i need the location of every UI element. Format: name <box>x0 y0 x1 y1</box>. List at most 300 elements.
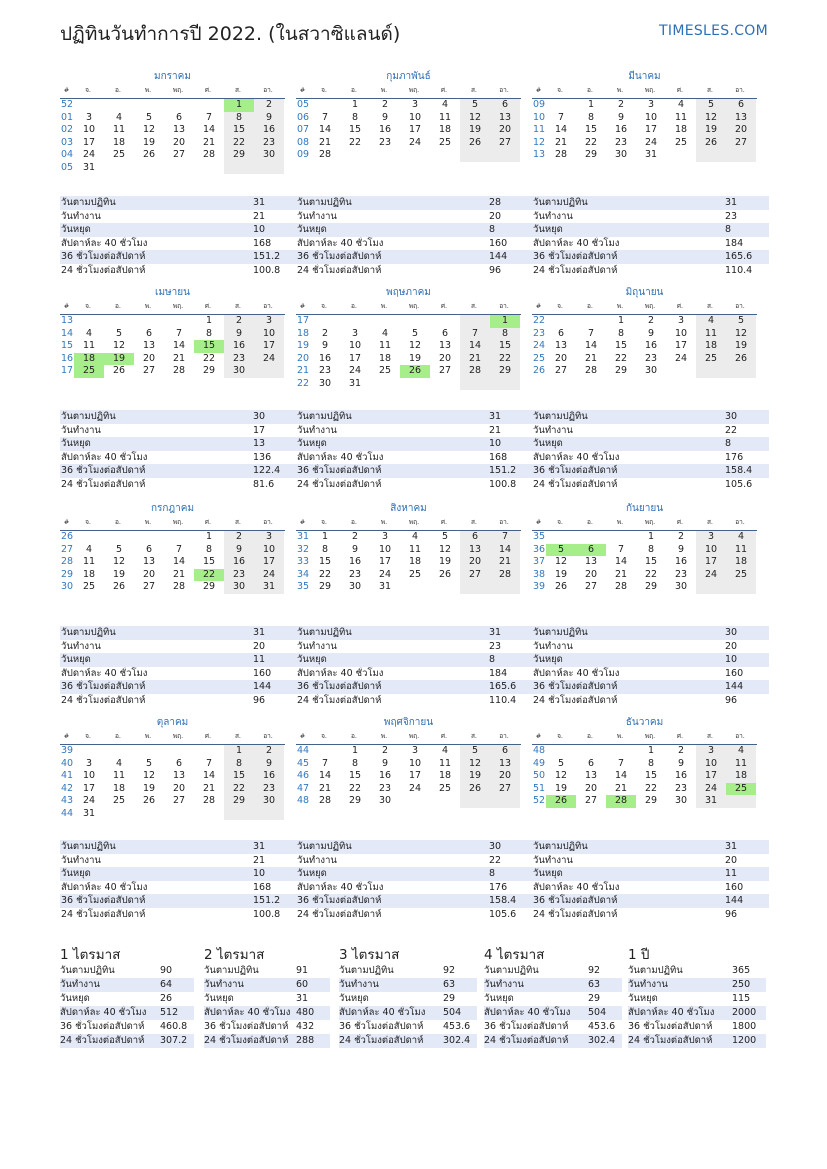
day-cell[interactable]: 21 <box>614 782 628 794</box>
day-cell[interactable]: 25 <box>674 136 688 148</box>
day-cell[interactable]: 9 <box>647 327 655 339</box>
day-cell[interactable]: 31 <box>378 581 392 592</box>
day-cell[interactable]: 19 <box>438 556 452 567</box>
day-cell[interactable]: 1 <box>351 745 359 756</box>
day-cell[interactable]: 10 <box>674 327 688 339</box>
day-cell[interactable]: 21 <box>554 136 568 148</box>
day-cell[interactable]: 4 <box>115 111 123 123</box>
day-cell[interactable]: 11 <box>378 340 392 351</box>
day-cell[interactable]: 4 <box>411 531 419 542</box>
day-cell[interactable]: 18 <box>408 556 422 567</box>
day-cell[interactable]: 16 <box>378 770 392 781</box>
day-cell[interactable]: 27 <box>726 137 756 150</box>
day-cell[interactable]: 7 <box>587 327 595 339</box>
day-cell[interactable]: 16 <box>254 124 284 137</box>
day-cell[interactable]: 16 <box>674 556 688 567</box>
day-cell[interactable]: 7 <box>490 531 520 544</box>
day-cell[interactable]: 31 <box>348 377 362 389</box>
day-cell[interactable]: 5 <box>145 111 153 123</box>
day-cell[interactable]: 6 <box>490 745 520 758</box>
day-cell[interactable]: 28 <box>490 569 520 582</box>
day-cell[interactable]: 9 <box>381 111 389 123</box>
day-cell[interactable]: 11 <box>82 556 96 567</box>
day-cell[interactable]: 14 <box>172 556 186 567</box>
day-cell[interactable]: 15 <box>644 556 658 567</box>
day-cell[interactable]: 19 <box>696 124 726 137</box>
day-cell[interactable]: 29 <box>318 581 332 592</box>
day-cell[interactable]: 12 <box>726 328 756 341</box>
day-cell[interactable]: 20 <box>554 352 568 364</box>
day-cell[interactable]: 14 <box>202 770 216 781</box>
day-cell[interactable]: 20 <box>460 556 490 569</box>
day-cell[interactable]: 13 <box>490 758 520 771</box>
day-cell[interactable]: 24 <box>696 569 726 582</box>
day-cell[interactable]: 4 <box>115 757 123 769</box>
day-cell[interactable]: 7 <box>205 111 213 123</box>
day-cell[interactable]: 6 <box>490 99 520 112</box>
day-cell[interactable]: 2 <box>351 531 359 542</box>
day-cell[interactable]: 9 <box>224 328 254 341</box>
day-cell[interactable]: 10 <box>644 111 658 123</box>
day-cell[interactable]: 25 <box>112 795 126 806</box>
day-cell[interactable]: 9 <box>677 757 685 769</box>
holiday-day-cell[interactable]: 6 <box>576 544 606 557</box>
day-cell[interactable]: 30 <box>378 795 392 806</box>
holiday-day-cell[interactable]: 18 <box>74 353 104 366</box>
day-cell[interactable]: 2 <box>254 745 284 758</box>
day-cell[interactable]: 26 <box>112 365 126 376</box>
day-cell[interactable]: 9 <box>224 544 254 557</box>
day-cell[interactable]: 4 <box>85 327 93 339</box>
day-cell[interactable]: 23 <box>254 783 284 796</box>
day-cell[interactable]: 30 <box>674 581 688 592</box>
day-cell[interactable]: 15 <box>644 770 658 781</box>
day-cell[interactable]: 1 <box>647 745 655 756</box>
day-cell[interactable]: 3 <box>381 531 389 542</box>
day-cell[interactable]: 18 <box>112 782 126 794</box>
day-cell[interactable]: 13 <box>142 340 156 351</box>
holiday-day-cell[interactable]: 1 <box>490 315 520 328</box>
holiday-day-cell[interactable]: 26 <box>546 795 576 808</box>
holiday-day-cell[interactable]: 25 <box>74 365 104 378</box>
day-cell[interactable]: 14 <box>202 124 216 135</box>
day-cell[interactable]: 4 <box>381 327 389 339</box>
day-cell[interactable]: 8 <box>205 543 213 555</box>
holiday-day-cell[interactable]: 19 <box>104 353 134 366</box>
day-cell[interactable]: 25 <box>726 569 756 582</box>
day-cell[interactable]: 13 <box>584 770 598 781</box>
day-cell[interactable]: 15 <box>584 124 598 135</box>
day-cell[interactable]: 23 <box>614 136 628 148</box>
day-cell[interactable]: 29 <box>348 795 362 806</box>
day-cell[interactable]: 4 <box>677 99 685 110</box>
day-cell[interactable]: 20 <box>726 124 756 137</box>
day-cell[interactable]: 7 <box>321 111 329 123</box>
day-cell[interactable]: 21 <box>318 136 332 148</box>
day-cell[interactable]: 13 <box>554 340 568 351</box>
day-cell[interactable]: 19 <box>142 782 156 794</box>
day-cell[interactable]: 8 <box>224 112 254 125</box>
day-cell[interactable]: 15 <box>224 770 254 783</box>
day-cell[interactable]: 2 <box>321 327 329 339</box>
day-cell[interactable]: 4 <box>441 99 449 110</box>
day-cell[interactable]: 5 <box>726 315 756 328</box>
day-cell[interactable]: 10 <box>378 543 392 555</box>
day-cell[interactable]: 23 <box>378 782 392 794</box>
day-cell[interactable]: 18 <box>674 124 688 135</box>
day-cell[interactable]: 7 <box>557 111 565 123</box>
day-cell[interactable]: 21 <box>584 352 598 364</box>
day-cell[interactable]: 18 <box>112 136 126 148</box>
day-cell[interactable]: 24 <box>82 149 96 160</box>
day-cell[interactable]: 2 <box>224 531 254 544</box>
day-cell[interactable]: 1 <box>224 745 254 758</box>
day-cell[interactable]: 29 <box>202 365 216 376</box>
holiday-day-cell[interactable]: 15 <box>194 340 224 353</box>
day-cell[interactable]: 19 <box>408 352 422 364</box>
day-cell[interactable]: 26 <box>142 149 156 160</box>
day-cell[interactable]: 8 <box>490 328 520 341</box>
day-cell[interactable]: 19 <box>460 770 490 783</box>
day-cell[interactable]: 29 <box>614 365 628 376</box>
day-cell[interactable]: 20 <box>142 352 156 364</box>
day-cell[interactable]: 9 <box>321 340 329 351</box>
day-cell[interactable]: 19 <box>554 568 568 580</box>
day-cell[interactable]: 15 <box>614 340 628 351</box>
day-cell[interactable]: 8 <box>647 543 655 555</box>
day-cell[interactable]: 9 <box>351 543 359 555</box>
day-cell[interactable]: 18 <box>378 352 392 364</box>
day-cell[interactable]: 12 <box>408 340 422 351</box>
day-cell[interactable]: 13 <box>438 340 452 351</box>
day-cell[interactable]: 2 <box>224 315 254 328</box>
day-cell[interactable]: 16 <box>644 340 658 351</box>
day-cell[interactable]: 20 <box>438 352 452 364</box>
day-cell[interactable]: 27 <box>584 581 598 592</box>
day-cell[interactable]: 20 <box>172 136 186 148</box>
day-cell[interactable]: 3 <box>677 315 685 326</box>
day-cell[interactable]: 11 <box>674 111 688 123</box>
day-cell[interactable]: 11 <box>438 111 452 123</box>
day-cell[interactable]: 3 <box>411 99 419 110</box>
day-cell[interactable]: 12 <box>112 556 126 567</box>
day-cell[interactable]: 23 <box>224 569 254 582</box>
day-cell[interactable]: 10 <box>254 328 284 341</box>
day-cell[interactable]: 26 <box>726 353 756 366</box>
day-cell[interactable]: 14 <box>614 770 628 781</box>
day-cell[interactable]: 22 <box>644 568 658 580</box>
day-cell[interactable]: 24 <box>254 569 284 582</box>
day-cell[interactable]: 5 <box>411 327 419 339</box>
day-cell[interactable]: 28 <box>614 581 628 592</box>
day-cell[interactable]: 23 <box>674 782 688 794</box>
day-cell[interactable]: 10 <box>348 340 362 351</box>
day-cell[interactable]: 14 <box>554 124 568 135</box>
day-cell[interactable]: 21 <box>172 352 186 364</box>
day-cell[interactable]: 2 <box>381 99 389 110</box>
day-cell[interactable]: 1 <box>205 315 213 326</box>
holiday-day-cell[interactable]: 1 <box>224 99 254 112</box>
day-cell[interactable]: 16 <box>614 124 628 135</box>
day-cell[interactable]: 4 <box>726 531 756 544</box>
day-cell[interactable]: 11 <box>82 340 96 351</box>
day-cell[interactable]: 4 <box>696 315 726 328</box>
day-cell[interactable]: 27 <box>490 137 520 150</box>
day-cell[interactable]: 10 <box>82 770 96 781</box>
day-cell[interactable]: 2 <box>617 99 625 110</box>
day-cell[interactable]: 12 <box>438 543 452 555</box>
day-cell[interactable]: 29 <box>644 795 658 806</box>
day-cell[interactable]: 20 <box>490 124 520 137</box>
day-cell[interactable]: 27 <box>554 365 568 376</box>
day-cell[interactable]: 9 <box>254 758 284 771</box>
day-cell[interactable]: 24 <box>82 795 96 806</box>
day-cell[interactable]: 6 <box>441 327 449 339</box>
day-cell[interactable]: 21 <box>490 556 520 569</box>
day-cell[interactable]: 5 <box>557 757 565 769</box>
day-cell[interactable]: 30 <box>254 149 284 162</box>
day-cell[interactable]: 31 <box>254 581 284 594</box>
day-cell[interactable]: 21 <box>460 353 490 366</box>
day-cell[interactable]: 17 <box>378 556 392 567</box>
day-cell[interactable]: 1 <box>351 99 359 110</box>
day-cell[interactable]: 22 <box>348 136 362 148</box>
day-cell[interactable]: 20 <box>172 782 186 794</box>
day-cell[interactable]: 26 <box>112 581 126 592</box>
day-cell[interactable]: 3 <box>696 531 726 544</box>
day-cell[interactable]: 2 <box>381 745 389 756</box>
day-cell[interactable]: 2 <box>677 531 685 542</box>
day-cell[interactable]: 12 <box>554 556 568 567</box>
day-cell[interactable]: 6 <box>726 99 756 112</box>
day-cell[interactable]: 1 <box>587 99 595 110</box>
brand-link[interactable]: TIMESLES.COM <box>659 23 768 39</box>
day-cell[interactable]: 26 <box>460 137 490 150</box>
day-cell[interactable]: 8 <box>224 758 254 771</box>
day-cell[interactable]: 27 <box>142 581 156 592</box>
day-cell[interactable]: 29 <box>644 581 658 592</box>
day-cell[interactable]: 8 <box>647 757 655 769</box>
day-cell[interactable]: 25 <box>438 136 452 148</box>
day-cell[interactable]: 8 <box>351 111 359 123</box>
day-cell[interactable]: 3 <box>85 757 93 769</box>
day-cell[interactable]: 14 <box>318 770 332 781</box>
day-cell[interactable]: 30 <box>614 149 628 160</box>
day-cell[interactable]: 3 <box>254 315 284 328</box>
day-cell[interactable]: 16 <box>348 556 362 567</box>
day-cell[interactable]: 30 <box>224 365 254 378</box>
day-cell[interactable]: 28 <box>460 365 490 378</box>
day-cell[interactable]: 19 <box>460 124 490 137</box>
day-cell[interactable]: 21 <box>202 136 216 148</box>
day-cell[interactable]: 7 <box>205 757 213 769</box>
holiday-day-cell[interactable]: 25 <box>726 783 756 796</box>
day-cell[interactable]: 28 <box>318 149 332 160</box>
day-cell[interactable]: 12 <box>460 112 490 125</box>
day-cell[interactable]: 21 <box>318 782 332 794</box>
day-cell[interactable]: 13 <box>490 112 520 125</box>
day-cell[interactable]: 15 <box>348 770 362 781</box>
day-cell[interactable]: 3 <box>85 111 93 123</box>
day-cell[interactable]: 9 <box>677 543 685 555</box>
day-cell[interactable]: 23 <box>644 352 658 364</box>
day-cell[interactable]: 14 <box>460 340 490 353</box>
holiday-day-cell[interactable]: 28 <box>606 795 636 808</box>
day-cell[interactable]: 7 <box>617 757 625 769</box>
day-cell[interactable]: 8 <box>351 757 359 769</box>
day-cell[interactable]: 11 <box>112 770 126 781</box>
day-cell[interactable]: 12 <box>696 112 726 125</box>
day-cell[interactable]: 6 <box>175 111 183 123</box>
day-cell[interactable]: 29 <box>224 149 254 162</box>
day-cell[interactable]: 25 <box>408 568 422 580</box>
day-cell[interactable]: 8 <box>587 111 595 123</box>
day-cell[interactable]: 22 <box>318 568 332 580</box>
day-cell[interactable]: 30 <box>254 795 284 808</box>
day-cell[interactable]: 3 <box>696 745 726 758</box>
day-cell[interactable]: 27 <box>142 365 156 376</box>
day-cell[interactable]: 2 <box>254 99 284 112</box>
day-cell[interactable]: 22 <box>644 782 658 794</box>
day-cell[interactable]: 23 <box>318 365 332 376</box>
day-cell[interactable]: 26 <box>438 568 452 580</box>
day-cell[interactable]: 10 <box>696 544 726 557</box>
day-cell[interactable]: 31 <box>82 161 96 173</box>
day-cell[interactable]: 12 <box>112 340 126 351</box>
day-cell[interactable]: 5 <box>145 757 153 769</box>
holiday-day-cell[interactable]: 22 <box>194 569 224 582</box>
day-cell[interactable]: 8 <box>321 543 329 555</box>
day-cell[interactable]: 13 <box>460 544 490 557</box>
holiday-day-cell[interactable]: 5 <box>546 544 576 557</box>
day-cell[interactable]: 27 <box>584 795 598 806</box>
day-cell[interactable]: 14 <box>172 340 186 351</box>
day-cell[interactable]: 17 <box>82 136 96 148</box>
day-cell[interactable]: 10 <box>696 758 726 771</box>
day-cell[interactable]: 11 <box>408 543 422 555</box>
day-cell[interactable]: 1 <box>647 531 655 542</box>
day-cell[interactable]: 23 <box>254 137 284 150</box>
day-cell[interactable]: 16 <box>224 556 254 569</box>
day-cell[interactable]: 29 <box>202 581 216 592</box>
day-cell[interactable]: 14 <box>584 340 598 351</box>
day-cell[interactable]: 17 <box>254 556 284 569</box>
day-cell[interactable]: 5 <box>115 543 123 555</box>
day-cell[interactable]: 25 <box>696 353 726 366</box>
day-cell[interactable]: 24 <box>408 782 422 794</box>
day-cell[interactable]: 6 <box>460 531 490 544</box>
day-cell[interactable]: 17 <box>408 770 422 781</box>
day-cell[interactable]: 13 <box>584 556 598 567</box>
day-cell[interactable]: 28 <box>584 365 598 376</box>
day-cell[interactable]: 7 <box>175 327 183 339</box>
day-cell[interactable]: 23 <box>348 568 362 580</box>
day-cell[interactable]: 11 <box>726 544 756 557</box>
day-cell[interactable]: 26 <box>460 783 490 796</box>
day-cell[interactable]: 4 <box>441 745 449 756</box>
day-cell[interactable]: 18 <box>726 556 756 569</box>
day-cell[interactable]: 23 <box>224 353 254 366</box>
day-cell[interactable]: 29 <box>490 365 520 378</box>
day-cell[interactable]: 25 <box>438 782 452 794</box>
day-cell[interactable]: 22 <box>490 353 520 366</box>
day-cell[interactable]: 7 <box>460 328 490 341</box>
day-cell[interactable]: 22 <box>348 782 362 794</box>
day-cell[interactable]: 24 <box>254 353 284 366</box>
day-cell[interactable]: 24 <box>696 783 726 796</box>
day-cell[interactable]: 24 <box>644 136 658 148</box>
day-cell[interactable]: 19 <box>142 136 156 148</box>
day-cell[interactable]: 13 <box>726 112 756 125</box>
day-cell[interactable]: 17 <box>696 556 726 569</box>
day-cell[interactable]: 26 <box>696 137 726 150</box>
day-cell[interactable]: 9 <box>254 112 284 125</box>
day-cell[interactable]: 13 <box>172 770 186 781</box>
day-cell[interactable]: 26 <box>142 795 156 806</box>
day-cell[interactable]: 5 <box>441 531 449 542</box>
day-cell[interactable]: 19 <box>726 340 756 353</box>
day-cell[interactable]: 22 <box>614 352 628 364</box>
day-cell[interactable]: 16 <box>378 124 392 135</box>
day-cell[interactable]: 10 <box>408 111 422 123</box>
day-cell[interactable]: 5 <box>696 99 726 112</box>
day-cell[interactable]: 27 <box>460 569 490 582</box>
day-cell[interactable]: 17 <box>348 352 362 364</box>
day-cell[interactable]: 10 <box>254 544 284 557</box>
day-cell[interactable]: 13 <box>142 556 156 567</box>
day-cell[interactable]: 1 <box>321 531 329 542</box>
day-cell[interactable]: 11 <box>726 758 756 771</box>
day-cell[interactable]: 8 <box>205 327 213 339</box>
day-cell[interactable]: 23 <box>674 568 688 580</box>
day-cell[interactable]: 5 <box>460 99 490 112</box>
day-cell[interactable]: 9 <box>617 111 625 123</box>
day-cell[interactable]: 28 <box>202 795 216 806</box>
day-cell[interactable]: 15 <box>224 124 254 137</box>
day-cell[interactable]: 29 <box>584 149 598 160</box>
day-cell[interactable]: 10 <box>82 124 96 135</box>
day-cell[interactable]: 17 <box>254 340 284 353</box>
day-cell[interactable]: 18 <box>696 340 726 353</box>
day-cell[interactable]: 16 <box>318 352 332 364</box>
day-cell[interactable]: 17 <box>696 770 726 783</box>
day-cell[interactable]: 30 <box>224 581 254 594</box>
day-cell[interactable]: 24 <box>674 352 688 364</box>
day-cell[interactable]: 28 <box>554 149 568 160</box>
day-cell[interactable]: 16 <box>674 770 688 781</box>
day-cell[interactable]: 16 <box>224 340 254 353</box>
day-cell[interactable]: 29 <box>224 795 254 808</box>
day-cell[interactable]: 11 <box>438 757 452 769</box>
day-cell[interactable]: 19 <box>554 782 568 794</box>
day-cell[interactable]: 27 <box>438 365 452 376</box>
day-cell[interactable]: 30 <box>348 581 362 592</box>
day-cell[interactable]: 2 <box>647 315 655 326</box>
day-cell[interactable]: 15 <box>318 556 332 567</box>
day-cell[interactable]: 27 <box>172 149 186 160</box>
day-cell[interactable]: 15 <box>202 556 216 567</box>
day-cell[interactable]: 12 <box>142 124 156 135</box>
day-cell[interactable]: 9 <box>381 757 389 769</box>
day-cell[interactable]: 6 <box>587 757 595 769</box>
day-cell[interactable]: 2 <box>677 745 685 756</box>
day-cell[interactable]: 31 <box>644 149 658 160</box>
day-cell[interactable]: 18 <box>726 770 756 783</box>
day-cell[interactable]: 1 <box>617 315 625 326</box>
day-cell[interactable]: 28 <box>202 149 216 160</box>
day-cell[interactable]: 20 <box>584 782 598 794</box>
day-cell[interactable]: 17 <box>644 124 658 135</box>
